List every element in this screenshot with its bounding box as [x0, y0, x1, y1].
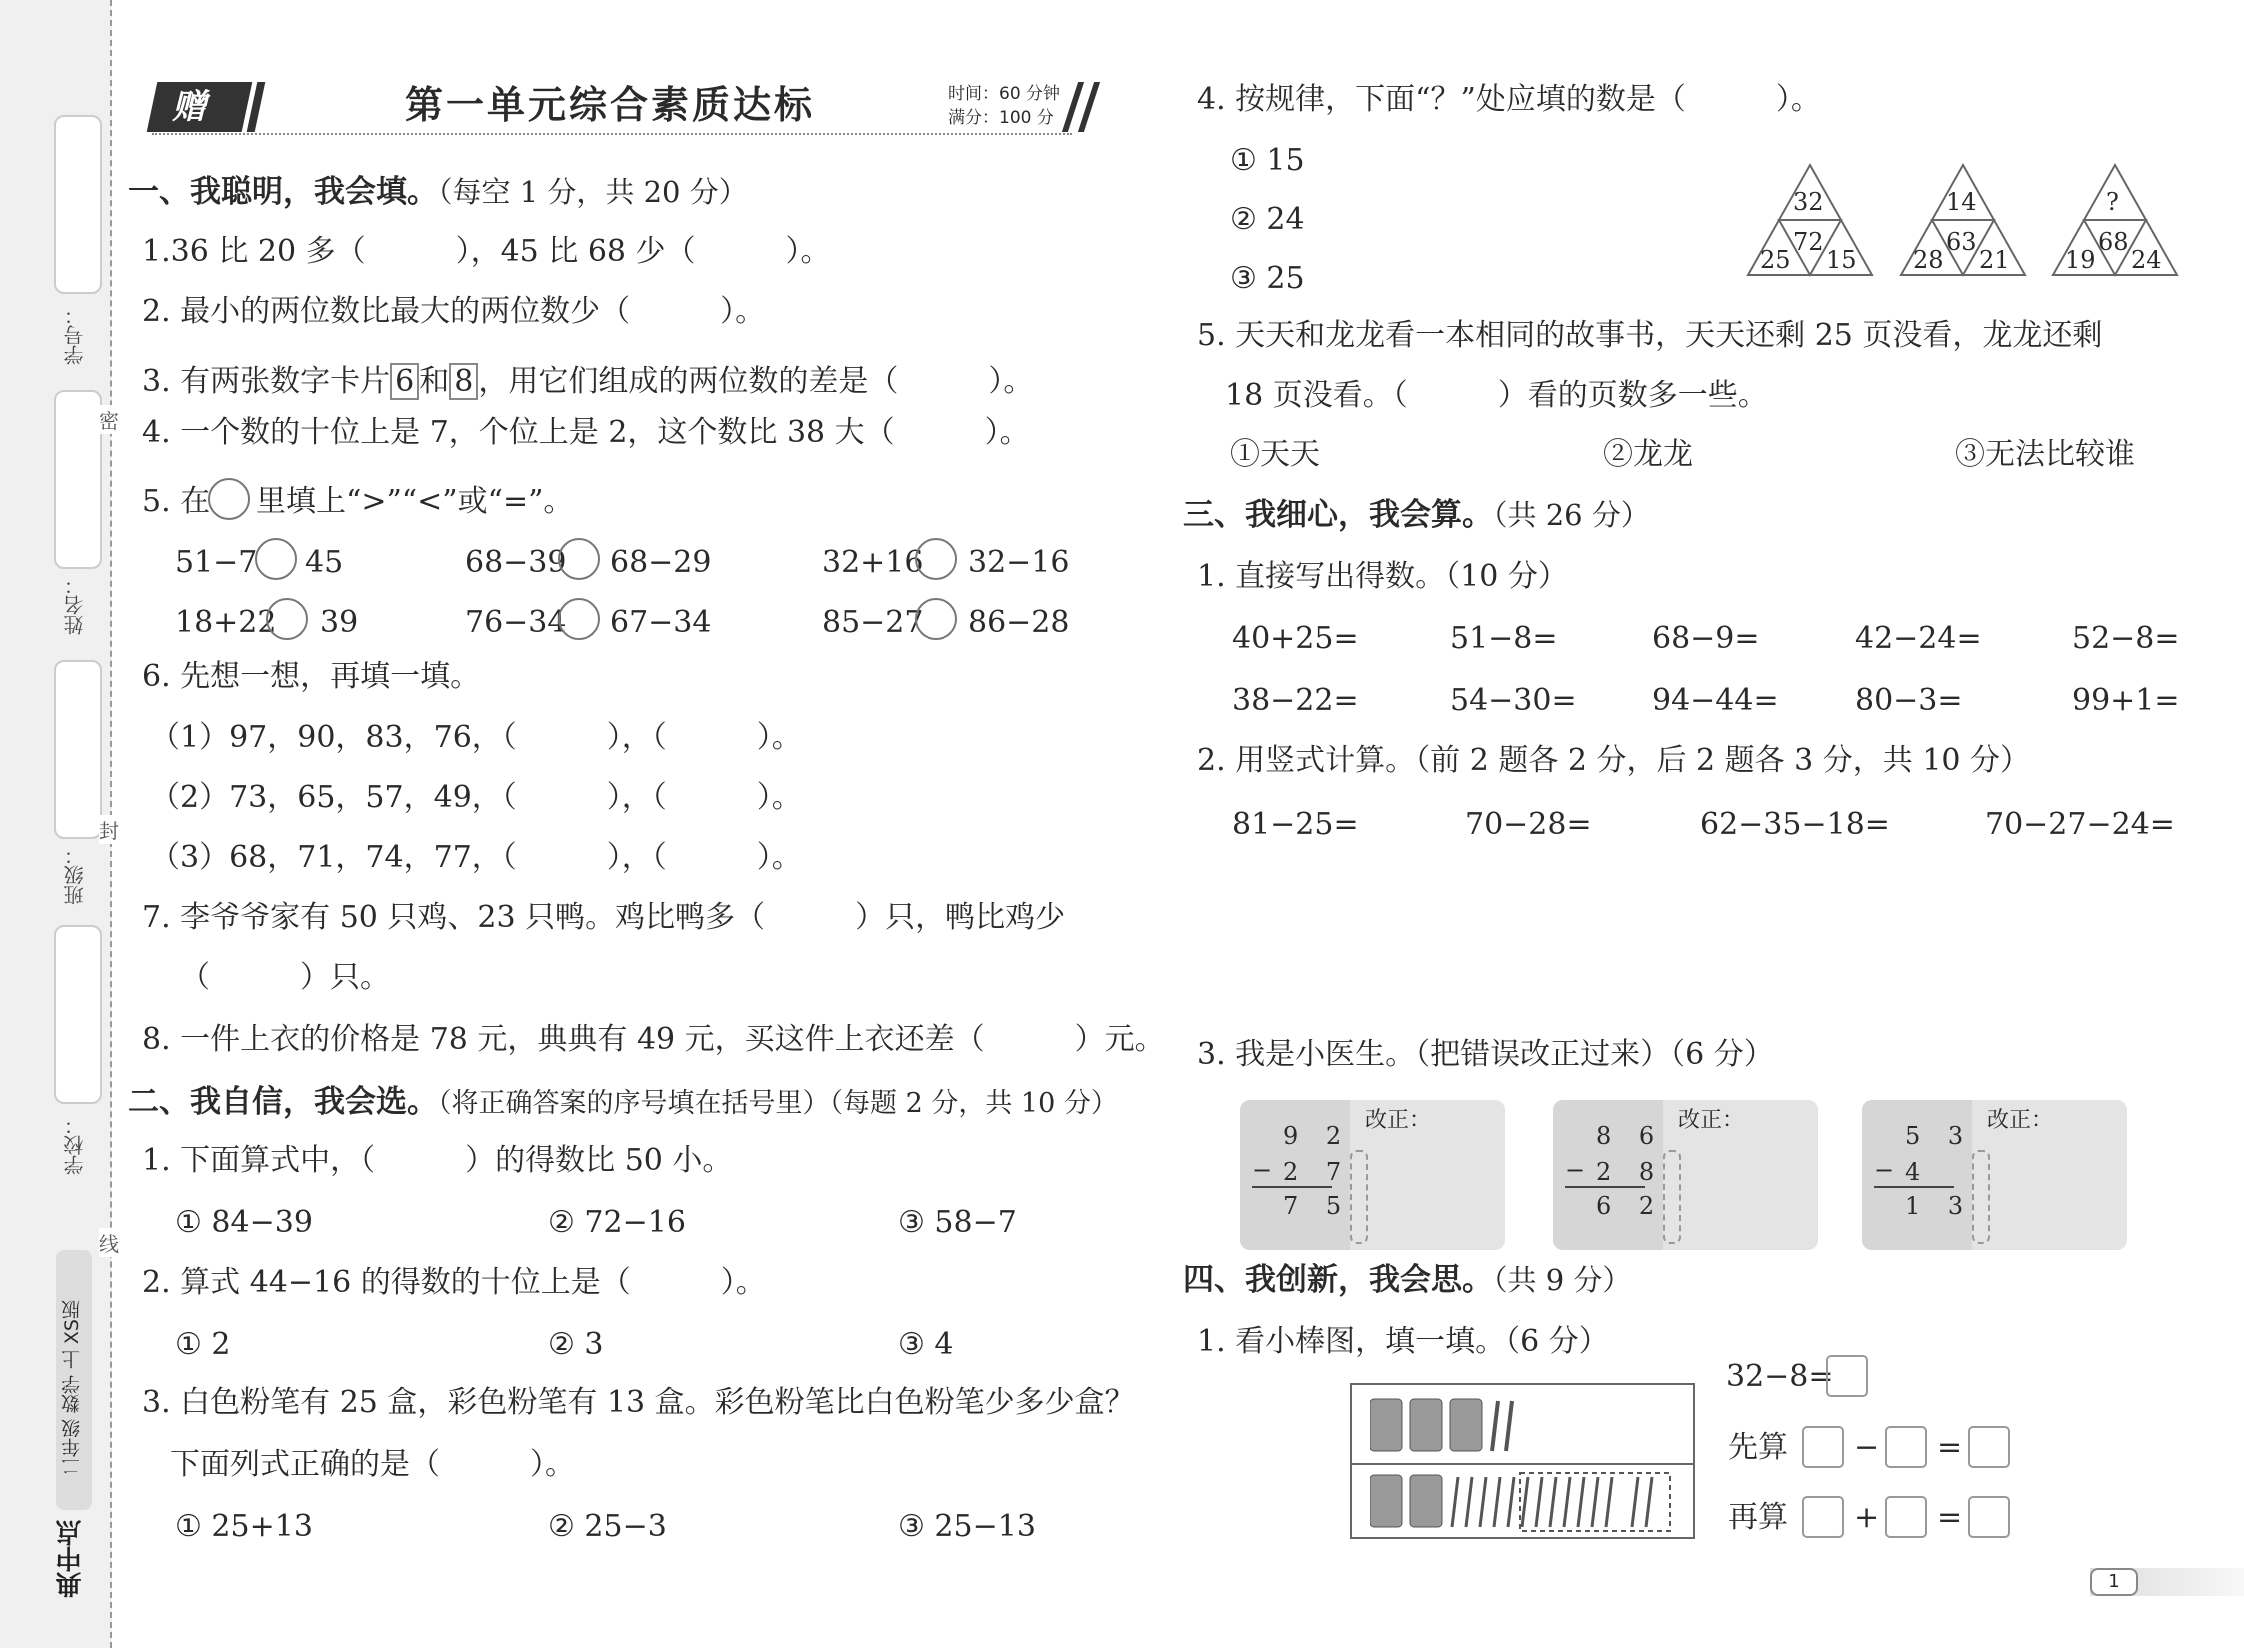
page-title: 第一单元综合素质达标 — [405, 82, 816, 127]
s2-q5: 5. 天天和龙龙看一本相同的故事书，天天还剩 25 页没看，龙龙还剩 — [1197, 318, 2103, 353]
option-2: ② 24 — [1230, 202, 1305, 237]
triangle-left-number: 19 — [2065, 246, 2096, 274]
fix-label: 改正： — [1365, 1108, 1432, 1133]
school-label: 学校： — [63, 1115, 87, 1175]
example-circle — [208, 478, 250, 520]
oral-calc: 38−22= — [1232, 683, 1359, 718]
compare-left: 68−39 — [465, 545, 567, 580]
vertical-calc: 70−27−24= — [1985, 807, 2175, 842]
series-label: 二年级 数学 上 XS版 — [61, 1300, 83, 1477]
stick-bundles-top — [1370, 1393, 1690, 1459]
calc-result: 6 2 — [1596, 1192, 1665, 1220]
time-limit: 时间：60 分钟 — [948, 84, 1061, 104]
compare-right: 39 — [320, 605, 359, 640]
seal-mark-mi: 密 — [99, 405, 119, 434]
s2-q3-cont: 下面列式正确的是（ ）。 — [170, 1447, 575, 1482]
answer-box[interactable] — [1968, 1496, 2010, 1538]
triangle-left-number: 28 — [1913, 246, 1944, 274]
s3-q1: 1. 直接写出得数。（10 分） — [1197, 559, 1568, 594]
full-score: 满分：100 分 — [948, 108, 1054, 128]
compare-left: 18+22 — [175, 605, 277, 640]
s1-q1: 1.36 比 20 多（ ），45 比 68 少（ ）。 — [142, 234, 831, 269]
triangle-middle-number: 63 — [1946, 228, 1977, 256]
oral-calc: 80−3= — [1855, 683, 1963, 718]
stick-diagram — [1350, 1383, 1695, 1539]
equals-sign: = — [1937, 1500, 1963, 1535]
triangle-right-number: 24 — [2131, 246, 2162, 274]
s1-q7-cont: （ ）只。 — [180, 960, 390, 995]
s1-q4: 4. 一个数的十位上是 7，个位上是 2，这个数比 38 大（ ）。 — [142, 415, 1030, 450]
s1-q5-a: 5. 在 — [142, 484, 211, 519]
oral-calc: 42−24= — [1855, 621, 1982, 656]
seal-mark-xian: 线 — [99, 1228, 119, 1257]
option-1: ①天天 — [1230, 437, 1320, 472]
answer-box[interactable] — [1802, 1426, 1844, 1468]
triangle-middle-number: 68 — [2098, 228, 2129, 256]
stick-bundles-bottom — [1370, 1469, 1690, 1535]
section-3-heading: 三、我细心，我会算。（共 26 分） — [1183, 497, 1650, 533]
compare-left: 85−27 — [822, 605, 924, 640]
s2-q2: 2. 算式 44−16 的得数的十位上是（ ）。 — [142, 1265, 766, 1300]
student-id-label: 学号： — [63, 305, 87, 365]
equals-sign: = — [1937, 1430, 1963, 1465]
digit-card-6: 6 — [390, 363, 419, 400]
option-2: ② 3 — [548, 1327, 604, 1362]
option-1: ① 2 — [175, 1327, 231, 1362]
s1-q5-b: 里填上“>”“<”或“=”。 — [256, 484, 574, 519]
name-label: 姓名： — [63, 575, 87, 635]
section-4-heading: 四、我创新，我会思。（共 9 分） — [1183, 1262, 1632, 1298]
s1-q6-2: （2）73，65，57，49，（ ），（ ）。 — [150, 780, 802, 815]
answer-box[interactable] — [1885, 1496, 1927, 1538]
option-3: ③无法比较谁 — [1955, 437, 2135, 472]
student-id-box[interactable] — [54, 115, 102, 294]
vertical-calc: 81−25= — [1232, 807, 1359, 842]
class-box[interactable] — [54, 660, 102, 839]
option-3: ③ 58−7 — [898, 1205, 1017, 1240]
minus-sign: − — [1565, 1156, 1586, 1184]
calc-sub: 2 8 — [1596, 1158, 1665, 1186]
compare-circle[interactable] — [915, 538, 957, 580]
oral-calc: 52−8= — [2072, 621, 2180, 656]
triangle-left-number: 25 — [1760, 246, 1791, 274]
stick-equation: 32−8= — [1726, 1359, 1834, 1394]
minus-sign: − — [1252, 1156, 1273, 1184]
binding-gutter — [0, 0, 119, 1648]
ruler-decoration — [1350, 1150, 1368, 1244]
option-3: ③ 25−13 — [898, 1509, 1036, 1544]
school-box[interactable] — [54, 925, 102, 1104]
fix-label: 改正： — [1987, 1108, 2054, 1133]
triangle-top-number: 14 — [1946, 188, 1977, 216]
s2-q1: 1. 下面算式中，（ ）的得数比 50 小。 — [142, 1143, 733, 1178]
calc-sub: 4 — [1905, 1158, 1931, 1186]
triangle-middle-number: 72 — [1793, 228, 1824, 256]
compare-right: 68−29 — [610, 545, 712, 580]
compare-left: 32+16 — [822, 545, 924, 580]
option-1: ① 84−39 — [175, 1205, 313, 1240]
compare-right: 32−16 — [968, 545, 1070, 580]
s4-q1: 1. 看小棒图，填一填。（6 分） — [1197, 1324, 1609, 1359]
option-2: ② 72−16 — [548, 1205, 686, 1240]
compare-right: 67−34 — [610, 605, 712, 640]
s3-q2: 2. 用竖式计算。（前 2 题各 2 分，后 2 题各 3 分，共 10 分） — [1197, 743, 2031, 778]
option-1: ① 15 — [1230, 143, 1305, 178]
oral-calc: 94−44= — [1652, 683, 1779, 718]
oral-calc: 54−30= — [1450, 683, 1577, 718]
fix-label: 改正： — [1678, 1108, 1745, 1133]
s1-q8: 8. 一件上衣的价格是 78 元，典典有 49 元，买这件上衣还差（ ）元。 — [142, 1022, 1165, 1057]
page-number: 1 — [2090, 1568, 2138, 1596]
vertical-calc: 70−28= — [1465, 807, 1592, 842]
digit-card-8: 8 — [449, 363, 478, 400]
class-label: 班级： — [63, 845, 87, 905]
oral-calc: 40+25= — [1232, 621, 1359, 656]
stick-divider — [1352, 1463, 1693, 1465]
minus-sign: − — [1874, 1156, 1895, 1184]
compare-left: 76−34 — [465, 605, 567, 640]
s1-q2: 2. 最小的两位数比最大的两位数少（ ）。 — [142, 294, 766, 329]
option-3: ③ 25 — [1230, 261, 1305, 296]
answer-box[interactable] — [1826, 1355, 1868, 1397]
vertical-calc: 62−35−18= — [1700, 807, 1890, 842]
calc-top: 8 6 — [1596, 1122, 1665, 1150]
calc-result: 1 3 — [1905, 1192, 1974, 1220]
option-3: ③ 4 — [898, 1327, 954, 1362]
s1-q6-3: （3）68，71，74，77，（ ），（ ）。 — [150, 840, 802, 875]
compare-circle[interactable] — [558, 598, 600, 640]
triangle-right-number: 21 — [1979, 246, 2010, 274]
calc-line — [1565, 1186, 1645, 1188]
oral-calc: 51−8= — [1450, 621, 1558, 656]
calc-top: 9 2 — [1283, 1122, 1352, 1150]
s2-q5-cont: 18 页没看。（ ）看的页数多一些。 — [1225, 378, 1768, 413]
s2-q4: 4. 按规律，下面“？”处应填的数是（ ）。 — [1197, 82, 1821, 117]
triangle-right-number: 15 — [1826, 246, 1857, 274]
ruler-decoration — [1663, 1150, 1681, 1244]
second-step-label: 再算 — [1728, 1500, 1788, 1535]
section-1-heading: 一、我聪明，我会填。（每空 1 分，共 20 分） — [128, 174, 748, 210]
s1-q3: 3. 有两张数字卡片 6 和 8 ，用它们组成的两位数的差是（ ）。 — [142, 364, 1034, 399]
triangle-top-number: ? — [2106, 188, 2119, 216]
option-1: ① 25+13 — [175, 1509, 313, 1544]
oral-calc: 99+1= — [2072, 683, 2180, 718]
calc-top: 5 3 — [1905, 1122, 1974, 1150]
compare-right: 45 — [305, 545, 344, 580]
header-rule — [152, 133, 1072, 135]
section-2-heading: 二、我自信，我会选。（将正确答案的序号填在括号里）（每题 2 分，共 10 分） — [128, 1084, 1118, 1120]
s1-q6: 6. 先想一想，再填一填。 — [142, 659, 481, 694]
oral-calc: 68−9= — [1652, 621, 1760, 656]
answer-box[interactable] — [1885, 1426, 1927, 1468]
compare-left: 51−7 — [175, 545, 258, 580]
calc-sub: 2 7 — [1283, 1158, 1352, 1186]
s1-q7: 7. 李爷爷家有 50 只鸡、23 只鸭。鸡比鸭多（ ）只，鸭比鸡少 — [142, 900, 1066, 935]
compare-circle[interactable] — [266, 598, 308, 640]
calc-line — [1252, 1186, 1332, 1188]
compare-circle[interactable] — [255, 538, 297, 580]
name-box[interactable] — [54, 390, 102, 569]
first-step-label: 先算 — [1728, 1430, 1788, 1465]
answer-box[interactable] — [1968, 1426, 2010, 1468]
option-2: ② 25−3 — [548, 1509, 667, 1544]
calc-line — [1874, 1186, 1954, 1188]
s3-q3: 3. 我是小医生。（把错误改正过来）（6 分） — [1197, 1037, 1774, 1072]
compare-circle[interactable] — [558, 538, 600, 580]
seal-mark-feng: 封 — [99, 815, 119, 844]
s2-q3: 3. 白色粉笔有 25 盒，彩色粉笔有 13 盒。彩色粉笔比白色粉笔少多少盒？ — [142, 1385, 1135, 1420]
answer-box[interactable] — [1802, 1496, 1844, 1538]
s1-q6-1: （1）97，90，83，76，（ ），（ ）。 — [150, 720, 802, 755]
triangle-top-number: 32 — [1793, 188, 1824, 216]
gift-label: 赠 — [172, 87, 206, 127]
minus-sign: − — [1854, 1430, 1880, 1465]
ruler-decoration — [1972, 1150, 1990, 1244]
plus-sign: + — [1854, 1500, 1880, 1535]
brand-logo: 典中点 — [56, 1520, 86, 1598]
option-2: ②龙龙 — [1603, 437, 1693, 472]
calc-result: 7 5 — [1283, 1192, 1352, 1220]
compare-right: 86−28 — [968, 605, 1070, 640]
compare-circle[interactable] — [915, 598, 957, 640]
